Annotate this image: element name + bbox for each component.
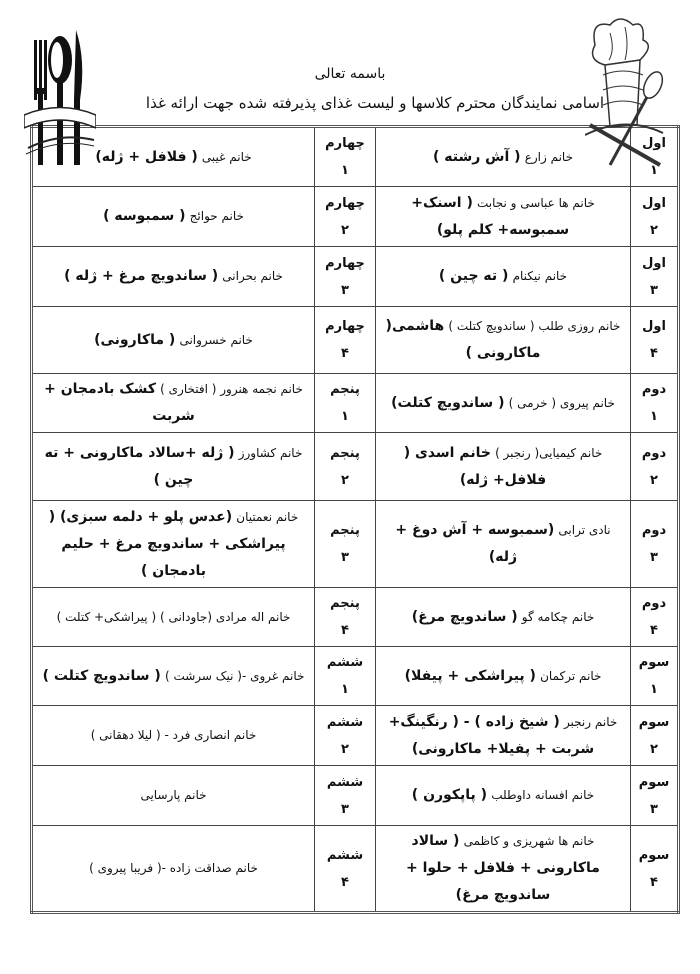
- grade-cell: [631, 307, 679, 374]
- grade-label: پنجم: [330, 523, 360, 538]
- food-list: ( ساندویچ مرغ + ژله ): [64, 268, 219, 284]
- representative-name: خانم روزی طلب ( ساندویچ کتلت ): [448, 319, 621, 333]
- grade-cell: [315, 501, 376, 588]
- class-number: ۳: [341, 550, 349, 565]
- grade-cell: [315, 433, 376, 501]
- food-list: ( ساندویچ کتلت): [391, 394, 505, 411]
- grade-cell: [631, 374, 679, 433]
- representative-name: خانم رنجبر: [563, 714, 618, 729]
- grade-label: دوم: [641, 596, 667, 611]
- class-number: ۲: [650, 472, 658, 488]
- grade-label: چهارم: [325, 136, 365, 151]
- table-row: [32, 501, 679, 588]
- grade-cell: [315, 826, 376, 913]
- representative-cell: [376, 647, 631, 706]
- representative-name: خانم غروی -( نیک سرشت ): [164, 668, 305, 683]
- representative-cell: [376, 706, 631, 766]
- food-list: ( فلافل + ژله): [95, 148, 198, 165]
- grade-cell: [631, 433, 679, 501]
- food-list: ( ساندویچ کتلت ): [42, 667, 161, 684]
- representative-name: خانم ها عباسی و نجابت: [476, 195, 595, 210]
- table-row: [32, 187, 679, 247]
- grade-cell: [631, 766, 679, 826]
- table-row: [32, 374, 679, 433]
- grade-label: پنجم: [330, 445, 360, 461]
- grade-cell: [631, 501, 679, 588]
- representative-name: خانم حوائج: [189, 209, 244, 223]
- grade-label: اول: [642, 195, 666, 211]
- table-row: [32, 588, 679, 647]
- representative-name: خانم پارسایی: [140, 788, 207, 802]
- representative-cell: [32, 247, 315, 307]
- representative-cell: [32, 647, 315, 706]
- food-list: ( شیخ زاده ) - ( رنگینگ+ شربت + پفیلا+ ماکارونی): [388, 713, 595, 757]
- class-number: ۱: [650, 163, 658, 178]
- grade-cell: [315, 588, 376, 647]
- table-row: [32, 127, 679, 187]
- grade-cell: [315, 307, 376, 374]
- food-list: خانم اسدی ( فلافل+ ژله): [403, 444, 547, 488]
- class-number: ۴: [650, 874, 658, 890]
- food-list: ( ماکارونی): [94, 331, 176, 348]
- class-number: ۴: [341, 874, 349, 890]
- representative-name: خانم افسانه داوطلب: [491, 788, 595, 802]
- class-number: ۱: [341, 409, 349, 424]
- table-row: [32, 307, 679, 374]
- class-number: ۱: [650, 682, 658, 697]
- representative-cell: [32, 588, 315, 647]
- representative-name: خانم کشاورز: [238, 445, 303, 460]
- grade-label: ششم: [326, 714, 364, 730]
- class-number: ۱: [341, 163, 349, 178]
- grade-label: ششم: [326, 774, 364, 790]
- food-list: ( پاپکورن ): [411, 787, 488, 803]
- table-row: [32, 706, 679, 766]
- food-list: ( آش رشته ): [432, 148, 521, 165]
- grade-label: ششم: [326, 847, 364, 863]
- grade-cell: [315, 647, 376, 706]
- grade-label: اول: [642, 255, 666, 271]
- representative-cell: [376, 374, 631, 433]
- class-number: ۳: [650, 282, 658, 298]
- grade-cell: [631, 826, 679, 913]
- representative-cell: [376, 588, 631, 647]
- class-number: ۴: [341, 623, 349, 638]
- grade-label: چهارم: [325, 319, 365, 334]
- page-title: اسامی نمایندگان محترم کلاسها و لیست غذای پذیرفته شده جهت ارائه غذا: [145, 94, 605, 112]
- grade-label: سوم: [638, 774, 670, 790]
- representative-cell: [32, 766, 315, 826]
- representative-cell: [376, 307, 631, 374]
- grade-label: سوم: [638, 655, 670, 670]
- grade-cell: [631, 706, 679, 766]
- representative-name: خانم اله مرادی (جاودانی ) ( پیراشکی+ کتلت ): [56, 609, 291, 624]
- grade-label: دوم: [641, 445, 667, 461]
- representative-cell: [32, 433, 315, 501]
- food-list: ( اسنک+ سمبوسه+ کلم پلو): [411, 194, 570, 238]
- representative-name: خانم زارع: [524, 149, 574, 164]
- grade-label: دوم: [641, 523, 667, 538]
- food-list: ( ژله +سالاد ماکارونی + ته چین ): [44, 444, 235, 488]
- representative-cell: [32, 501, 315, 588]
- invocation-heading: باسمه تعالی: [314, 66, 386, 82]
- grade-label: چهارم: [325, 195, 365, 211]
- grade-cell: [631, 247, 679, 307]
- grade-cell: [631, 187, 679, 247]
- representatives-table: [30, 125, 680, 914]
- class-number: ۲: [341, 472, 349, 488]
- representative-name: خانم نجمه هنرور ( افتخاری ): [160, 382, 303, 396]
- representative-name: خانم خسروانی: [179, 332, 253, 347]
- grade-cell: [315, 706, 376, 766]
- representative-name: خانم نیکنام: [512, 269, 568, 283]
- food-list: ( ته چین ): [438, 268, 509, 284]
- grade-cell: [315, 127, 376, 187]
- representative-cell: [32, 307, 315, 374]
- food-list: ( سمبوسه ): [103, 208, 186, 224]
- class-number: ۱: [341, 682, 349, 697]
- representative-cell: [376, 766, 631, 826]
- representative-name: خانم غیبی: [201, 149, 252, 164]
- chef-hat-spoon-icon: [585, 15, 665, 170]
- representative-cell: [32, 706, 315, 766]
- representative-name: خانم صداقت زاده -( فریبا پیروی ): [89, 861, 258, 875]
- grade-label: سوم: [638, 714, 670, 730]
- table-row: [32, 766, 679, 826]
- class-number: ۳: [650, 801, 658, 817]
- grade-label: پنجم: [330, 596, 360, 611]
- class-number: ۱: [650, 409, 658, 424]
- food-list: (عدس پلو + دلمه سبزی) ( پیراشکی + ساندویچ مرغ + حلیم بادمجان ): [48, 508, 286, 579]
- grade-cell: [315, 374, 376, 433]
- grade-cell: [315, 187, 376, 247]
- representative-name: خانم بحرانی: [222, 269, 283, 283]
- grade-label: ششم: [326, 655, 364, 670]
- class-number: ۳: [341, 801, 349, 817]
- representative-name: خانم کیمیایی( رنجبر ): [495, 445, 603, 460]
- grade-cell: [315, 247, 376, 307]
- food-list: ( پیراشکی + پیفلا): [404, 667, 536, 684]
- table-row: [32, 647, 679, 706]
- food-list: (سمبوسه + آش دوغ + ژله): [395, 522, 555, 565]
- class-number: ۴: [650, 346, 658, 361]
- table-row: [32, 247, 679, 307]
- class-number: ۴: [341, 346, 349, 361]
- grade-label: پنجم: [330, 382, 360, 397]
- food-list: ( سالاد ماکارونی + فلافل + حلوا + ساندویچ مرغ): [406, 833, 600, 903]
- table-row: [32, 826, 679, 913]
- class-number: ۲: [650, 741, 658, 757]
- grade-cell: [631, 647, 679, 706]
- representative-cell: [32, 826, 315, 913]
- table-row: [32, 433, 679, 501]
- class-number: ۲: [341, 222, 349, 238]
- representative-name: خانم پیروی ( خرمی ): [508, 395, 615, 410]
- representative-cell: [376, 826, 631, 913]
- grade-label: دوم: [641, 382, 667, 397]
- representative-cell: [32, 374, 315, 433]
- representative-cell: [376, 433, 631, 501]
- grade-label: چهارم: [325, 255, 365, 271]
- food-list: کشک بادمجان + شربت: [44, 381, 195, 424]
- representative-name: نادی ترابی: [558, 523, 611, 537]
- class-number: ۴: [650, 623, 658, 638]
- class-number: ۲: [341, 741, 349, 757]
- grade-cell: [631, 588, 679, 647]
- representative-cell: [376, 247, 631, 307]
- representative-cell: [376, 187, 631, 247]
- food-list: ( ساندویچ مرغ): [411, 608, 518, 625]
- class-number: ۲: [650, 222, 658, 238]
- cutlery-ribbon-icon: [24, 20, 96, 170]
- representative-name: خانم نعمتیان: [236, 509, 299, 524]
- representative-cell: [376, 501, 631, 588]
- grade-label: اول: [642, 319, 666, 334]
- food-list: هاشمی( ماکارونی ): [385, 318, 541, 361]
- representative-name: خانم چکامه گو: [521, 609, 595, 624]
- representative-name: خانم ترکمان: [540, 668, 602, 683]
- grade-label: سوم: [638, 847, 670, 863]
- representative-name: خانم انصاری فرد - ( لیلا دهقانی ): [90, 728, 257, 742]
- grade-cell: [315, 766, 376, 826]
- representative-name: خانم ها شهریزی و کاظمی: [463, 834, 595, 848]
- class-number: ۳: [341, 282, 349, 298]
- class-number: ۳: [650, 550, 658, 565]
- grade-label: اول: [642, 136, 666, 151]
- representative-cell: [32, 187, 315, 247]
